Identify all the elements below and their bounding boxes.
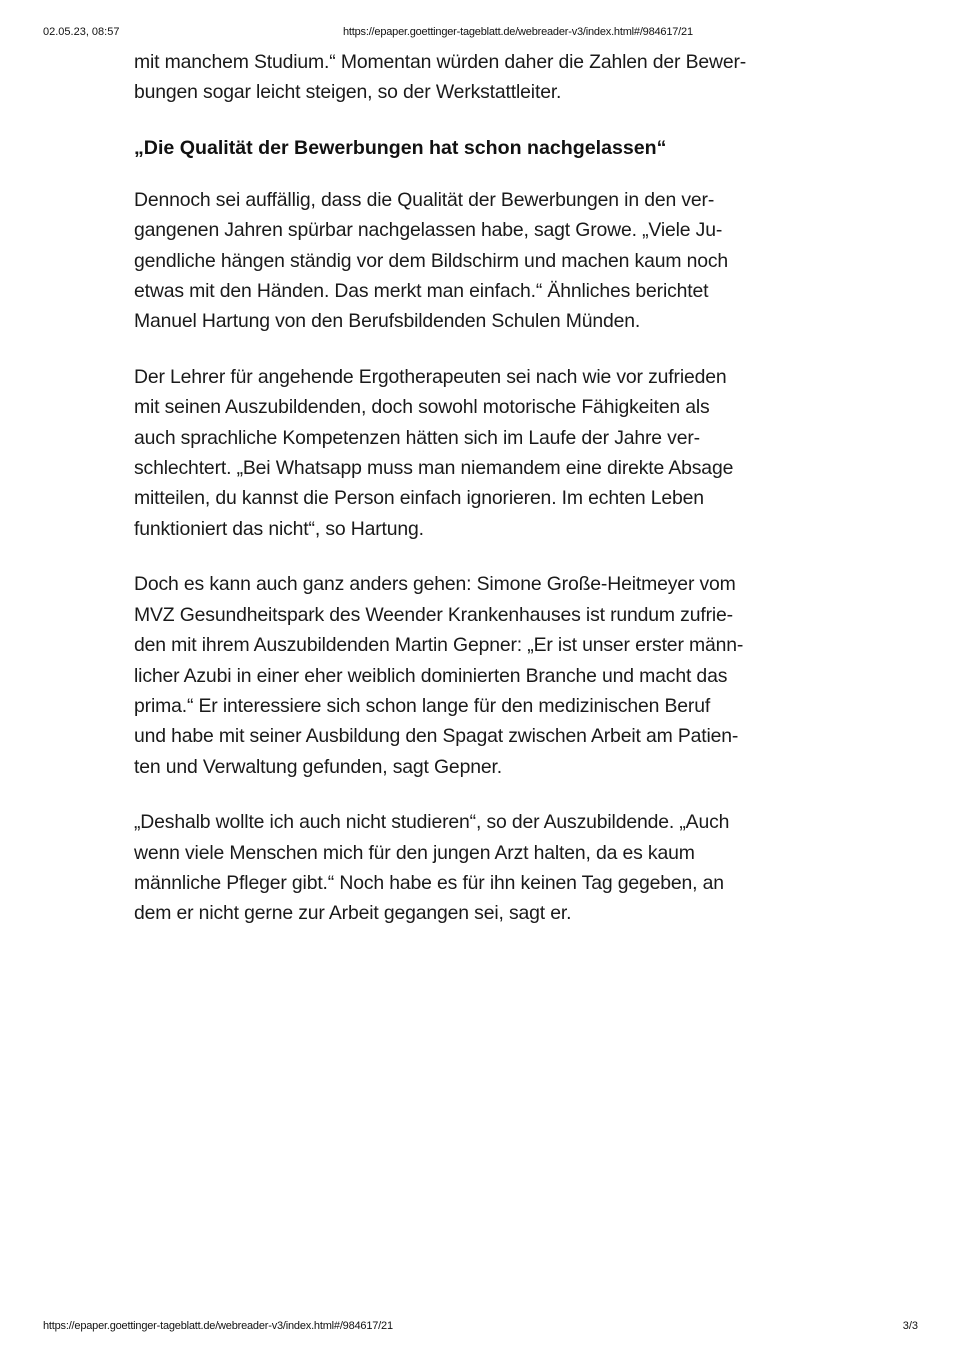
article-paragraph: [134, 362, 834, 544]
text-line: mit manchem Studium.“ Momentan würden daher die Zahlen der Bewer-: [134, 51, 747, 73]
article-paragraph: [134, 185, 834, 337]
text-line: Dennoch sei auffällig, dass die Qualität der Bewerbungen in den ver-: [134, 188, 715, 211]
text-line: Manuel Hartung von den Berufsbildenden Schulen Münden.: [134, 310, 641, 333]
print-date: 02.05.23, 08:57: [43, 26, 120, 38]
text-line: Doch es kann auch ganz anders gehen: Simone Große-Heitmeyer vom: [134, 573, 736, 596]
text-line: mit seinen Auszubildenden, doch sowohl motorische Fähigkeiten als: [134, 396, 710, 419]
text-line: licher Azubi in einer eher weiblich dominierten Branche und macht das: [134, 664, 728, 687]
page-number: 3/3: [902, 1320, 918, 1332]
text-line: funktioniert das nicht“, so Hartung.: [134, 517, 424, 540]
text-line: etwas mit den Händen. Das merkt man einfach.“ Ähnliches berichtet: [134, 280, 709, 303]
article-paragraph-continued: [134, 47, 834, 108]
footer-url: https://epaper.goettinger-tageblatt.de/webreader-v3/index.html#/984617/21: [43, 1320, 393, 1332]
article-body: [134, 47, 834, 954]
text-line: „Deshalb wollte ich auch nicht studieren“, so der Auszubildende. „Auch: [134, 811, 730, 834]
text-line: dem er nicht gerne zur Arbeit gegangen sei, sagt er.: [134, 902, 572, 925]
text-line: männliche Pfleger gibt.“ Noch habe es für ihn keinen Tag gegeben, an: [134, 871, 724, 894]
text-line: mitteilen, du kannst die Person einfach ignorieren. Im echten Leben: [134, 487, 704, 510]
text-line: prima.“ Er interessiere sich schon lange für den medizinischen Beruf: [134, 694, 711, 717]
text-line: wenn viele Menschen mich für den jungen Arzt halten, da es kaum: [134, 841, 695, 864]
text-line: MVZ Gesundheitspark des Weender Krankenhauses ist rundum zufrie-: [134, 603, 733, 626]
text-line: ten und Verwaltung gefunden, sagt Gepner.: [134, 755, 502, 778]
article-subheading: „Die Qualität der Bewerbungen hat schon nachgelassen“: [134, 136, 667, 159]
article-paragraph: [134, 807, 834, 929]
text-line: gangenen Jahren spürbar nachgelassen habe, sagt Growe. „Viele Ju-: [134, 219, 723, 242]
text-line: gendliche hängen ständig vor dem Bildschirm und machen kaum noch: [134, 249, 729, 272]
text-line: und habe mit seiner Ausbildung den Spagat zwischen Arbeit am Patien-: [134, 725, 739, 748]
text-line: den mit ihrem Auszubildenden Martin Gepner: „Er ist unser erster männ-: [134, 634, 744, 657]
print-footer: [0, 1318, 960, 1334]
text-line: Der Lehrer für angehende Ergotherapeuten sei nach wie vor zufrieden: [134, 365, 727, 388]
text-line: schlechtert. „Bei Whatsapp muss man niemandem eine direkte Absage: [134, 457, 734, 480]
text-line: bungen sogar leicht steigen, so der Werkstattleiter.: [134, 81, 562, 104]
print-header: [0, 24, 960, 40]
article-paragraph: [134, 569, 834, 782]
print-url: https://epaper.goettinger-tageblatt.de/webreader-v3/index.html#/984617/21: [343, 26, 693, 38]
text-line: auch sprachliche Kompetenzen hätten sich im Laufe der Jahre ver-: [134, 426, 700, 449]
